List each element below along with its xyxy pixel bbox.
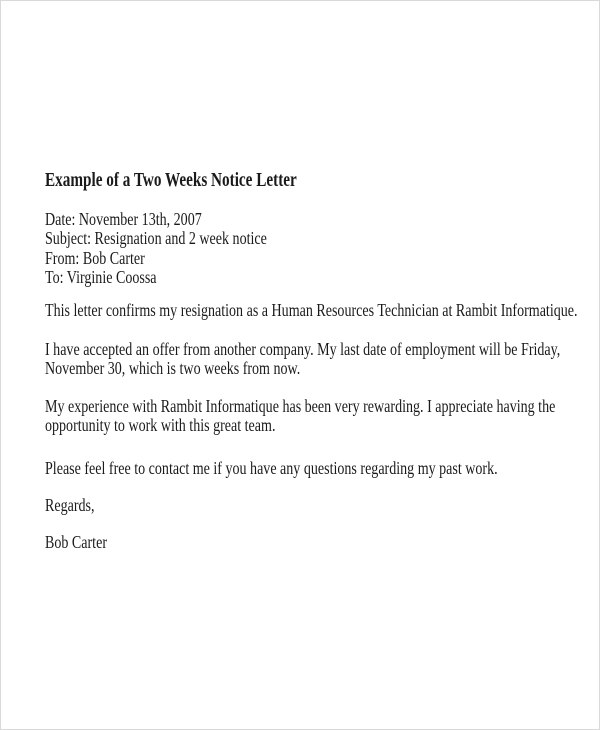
meta-date-line: Date: November 13th, 2007 [45,209,202,229]
paragraph-line: My experience with Rambit Informatique has been very rewarding. I appreciate having the [45,396,556,416]
meta-to-line: To: Virginie Coossa [45,267,157,288]
paragraph-line: opportunity to work with this great team. [45,415,276,436]
paragraph-resignation [45,301,578,320]
letter-document [45,1,600,730]
letter-signature: Bob Carter [45,532,107,552]
paragraph-line: Please feel free to contact me if you have any questions regarding my past work. [45,458,498,478]
letter-closing: Regards, [45,495,95,515]
paragraph-line: This letter confirms my resignation as a Human Resources Technician at Rambit Informatique. [45,300,578,320]
paragraph-experience [45,397,555,436]
meta-subject-line: Subject: Resignation and 2 week notice [45,228,267,249]
meta-from-line: From: Bob Carter [45,247,145,268]
paragraph-last-date [45,340,560,379]
letter-title: Example of a Two Weeks Notice Letter [45,170,297,191]
paragraph-line: I have accepted an offer from another company. My last date of employment will be Friday, [45,339,561,359]
paragraph-line: November 30, which is two weeks from now. [45,358,301,379]
letter-meta [45,210,267,288]
paragraph-contact [45,459,498,478]
